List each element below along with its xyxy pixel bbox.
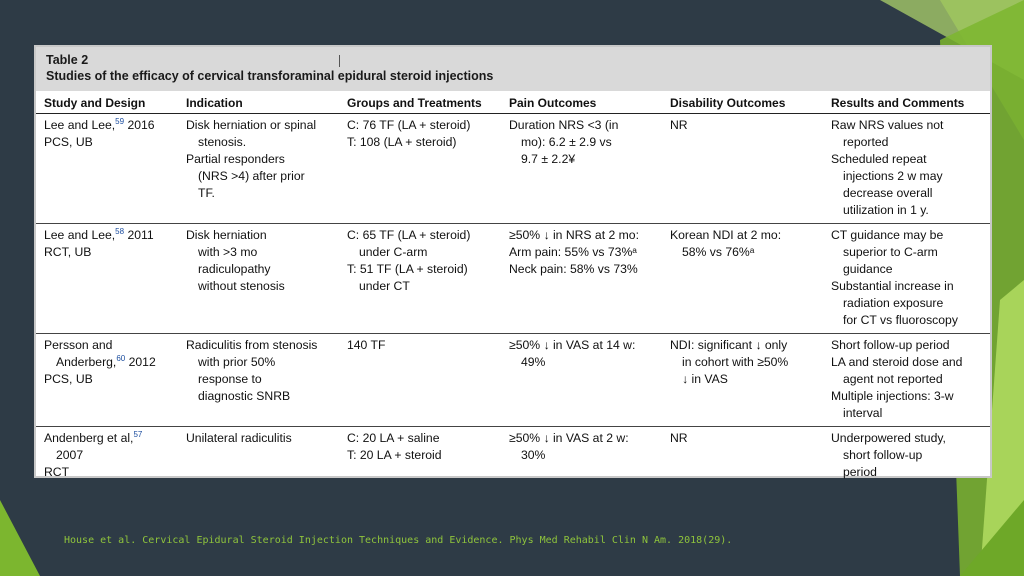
table-label: Table 2 [46,53,89,67]
cell-pain: Duration NRS <3 (in mo): 6.2 ± 2.9 vs 9.7 ± 2.2¥ [501,114,662,224]
cell-indication: Unilateral radiculitis [186,431,292,445]
table-header-row [36,91,990,114]
cell-groups: C: 65 TF (LA + steroid) under C-arm T: 51 TF (LA + steroid) under CT [339,224,501,334]
cell-disability: Korean NDI at 2 mo: 58% vs 76%ᵃ [662,224,823,334]
study-table [36,91,990,485]
table-row [36,114,990,224]
cell-results: CT guidance may be superior to C-arm guidance Substantial increase in radiation exposure for CT vs fluoroscopy [823,224,990,334]
table-row [36,427,990,486]
col-header-study: Study and Design [36,91,178,114]
cell-pain: ≥50% ↓ in VAS at 2 w: 30% [509,431,629,462]
table-row [36,224,990,334]
cell-indication: Radiculitis from stenosis with prior 50% response to diagnostic SNRB [178,334,339,427]
col-header-groups: Groups and Treatments [339,91,501,114]
cell-groups: C: 76 TF (LA + steroid) T: 108 (LA + steroid) [339,114,501,224]
table-title: Studies of the efficacy of cervical transforaminal epidural steroid injections [46,69,494,83]
col-header-disability: Disability Outcomes [662,91,823,114]
cell-study: Andenberg et al,$^{57}$ 2007 RCT [44,429,143,479]
col-header-pain: Pain Outcomes [501,91,662,114]
cell-results: Underpowered study, short follow-up period [831,431,946,479]
cell-indication: Disk herniation with >3 mo radiculopathy without stenosis [178,224,339,334]
table-caption [36,47,990,91]
study-table-panel [34,45,992,478]
cursor-mark [339,55,340,67]
cell-pain: ≥50% ↓ in NRS at 2 mo: Arm pain: 55% vs 73%ᵃ Neck pain: 58% vs 73% [501,224,662,334]
cell-groups: C: 20 LA + saline T: 20 LA + steroid [347,431,442,462]
table-row [36,334,990,427]
cell-disability: NR [670,431,688,445]
col-header-results: Results and Comments [823,91,990,114]
cell-disability: NR [662,114,823,224]
cell-groups: 140 TF [339,334,501,427]
cell-indication: Disk herniation or spinal stenosis. Partial responders (NRS >4) after prior TF. [178,114,339,224]
cell-results: Raw NRS values not reported Scheduled repeat injections 2 w may decrease overall utilization in 1 y. [823,114,990,224]
cell-results: Short follow-up period LA and steroid dose and agent not reported Multiple injections: 3-w interval [823,334,990,427]
cell-study: Persson and Anderberg,$^{60}$ 2012 PCS, UB [36,334,178,427]
col-header-indication: Indication [178,91,339,114]
cell-study: Lee and Lee,$^{58}$ 2011 RCT, UB [36,224,178,334]
cell-pain: ≥50% ↓ in VAS at 14 w: 49% [501,334,662,427]
citation-text: House et al. Cervical Epidural Steroid Injection Techniques and Evidence. Phys Med Rehabil Clin N Am. 2018(29). [64,535,733,546]
cell-study: Lee and Lee,$^{59}$ 2016 PCS, UB [36,114,178,224]
cell-disability: NDI: significant ↓ only in cohort with ≥50% ↓ in VAS [662,334,823,427]
